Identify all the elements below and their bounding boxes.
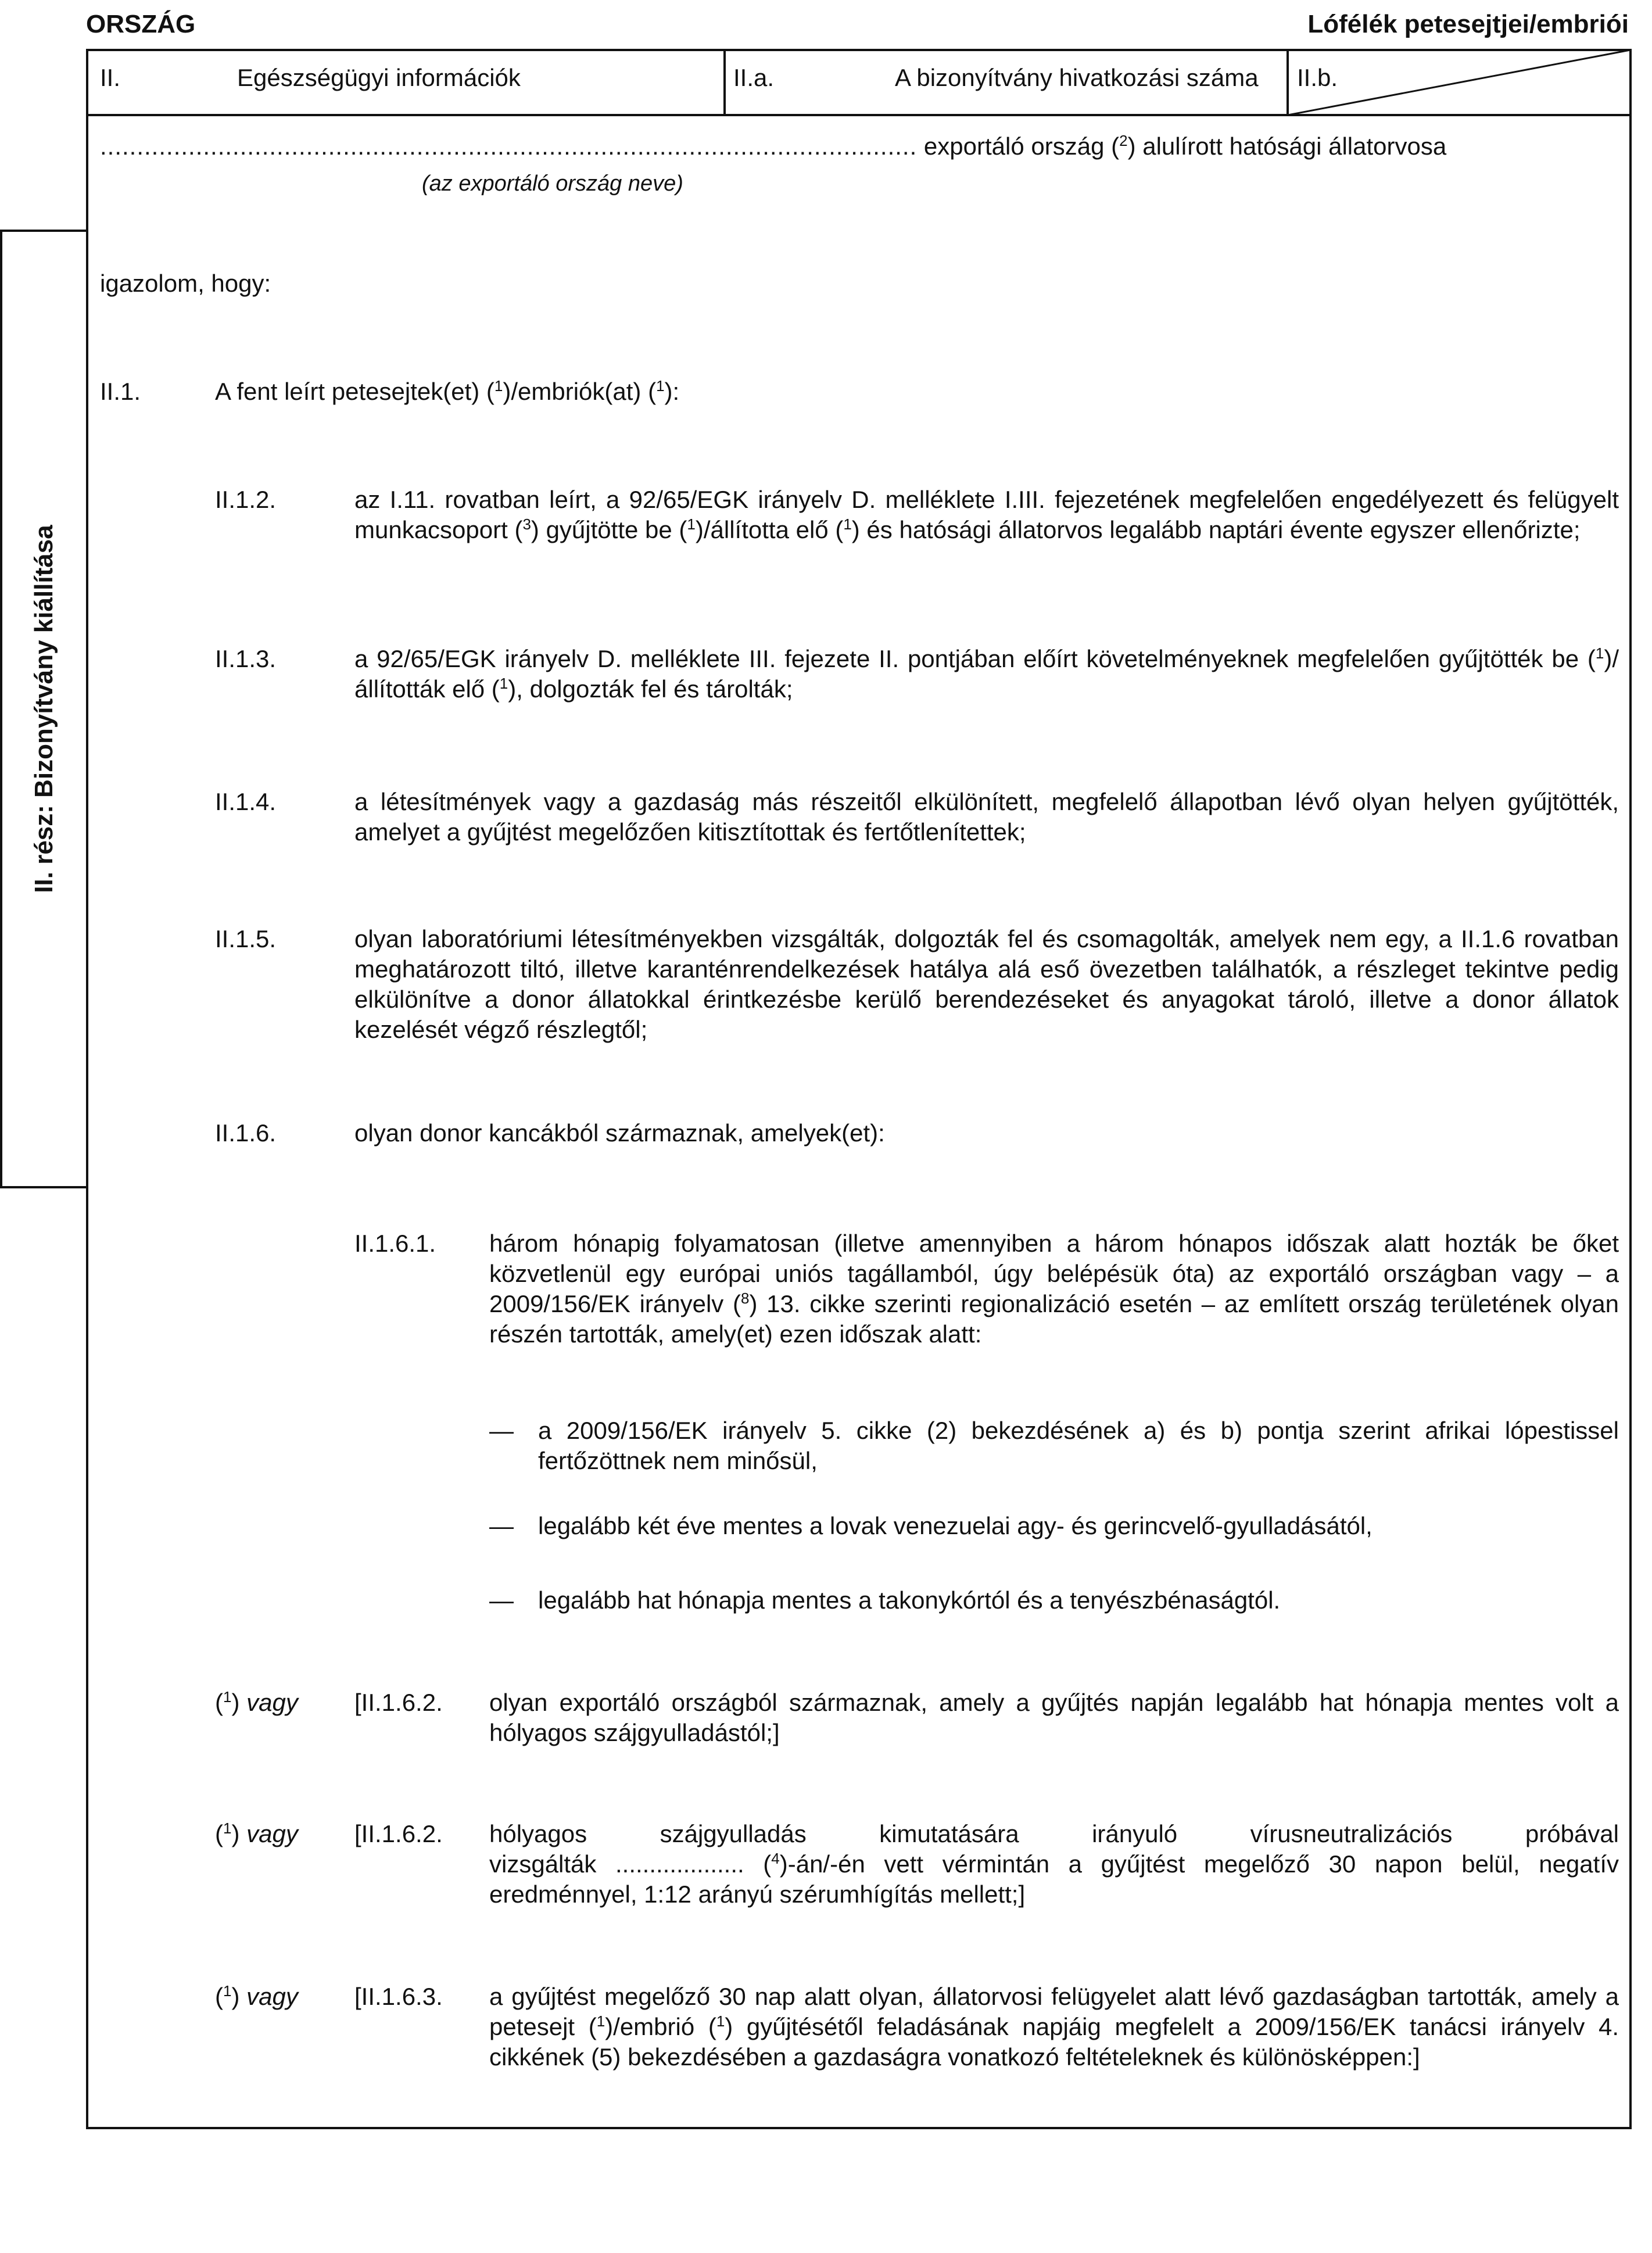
text-part: ) <box>231 1820 247 1847</box>
exporting-country-line <box>100 131 1619 162</box>
empty-cell-diagonal <box>1288 50 1631 115</box>
text-part: az I.11. rovatban leírt, a 92/65/EGK irányelv D. melléklete I.III. fejezetének megfelelően engedélyezett és felügyelt munkacsoport ( <box>354 486 1619 543</box>
footnote: 1 <box>499 675 508 692</box>
or-label: vagy <box>246 1983 298 2010</box>
top-row-separator-1 <box>723 49 726 115</box>
side-label-content: II. rész: Bizonyítvány kiállítása <box>30 525 58 893</box>
section-number: II.1.4. <box>215 788 277 815</box>
section-iib-code: II.b. <box>1297 64 1338 91</box>
section-text <box>354 644 1619 704</box>
section-text <box>489 1228 1619 1349</box>
alternative-prefix <box>215 1688 298 1718</box>
alternative-prefix <box>215 1982 298 2012</box>
intro-footnote: 2 <box>1119 132 1128 149</box>
footnote: 8 <box>741 1290 750 1307</box>
text-part: ) <box>231 1983 247 2010</box>
section-number: [II.1.6.3. <box>354 1983 443 2010</box>
country-header: ORSZÁG <box>86 10 196 38</box>
section-text <box>489 1849 1619 1910</box>
footnote: 1 <box>716 2012 725 2030</box>
section-text: olyan exportáló országból származnak, amely a gyűjtés napján legalább hat hónapja mentes volt a hólyagos szájgyulladástól;] <box>489 1689 1619 1746</box>
certify-text: igazolom, hogy: <box>100 270 271 297</box>
section-text <box>489 1982 1619 2072</box>
exporting-country-caption: (az exportáló ország neve) <box>422 171 683 196</box>
section-text: a létesítmények vagy a gazdaság más részeitől elkülönített, megfelelő állapotban lévő olyan helyen gyűjtötték, amelyet a gyűjtést megelőzően kitisztítottak és fertőtlenítettek; <box>354 788 1619 846</box>
main-frame <box>86 49 1632 2129</box>
health-info-number: II. <box>100 64 121 91</box>
section-text: olyan donor kancákból származnak, amelyek(et): <box>354 1119 885 1147</box>
bullet-dash: — <box>489 1417 514 1444</box>
section-text <box>215 377 679 407</box>
reference-number-label: A bizonyítvány hivatkozási száma <box>895 64 1259 91</box>
text-part: három hónapig folyamatosan (illetve amennyiben a három hónapos időszak alatt hozták be őket közvetlenül egy európai uniós tagállamból, úgy belépésük óta) az exportáló országban vagy – a 2009/156/EK irányelv ( <box>489 1230 1619 1317</box>
section-number: II.1.6.1. <box>354 1230 436 1257</box>
section-number: [II.1.6.2. <box>354 1820 443 1847</box>
footnote: 1 <box>223 1819 232 1837</box>
text-part: ), dolgozták fel és tárolták; <box>508 675 793 703</box>
text-part: vizsgálták ................... ( <box>489 1850 772 1878</box>
footnote: 4 <box>771 1850 780 1867</box>
exporting-country-blank: ............................................................................................................... <box>100 132 918 160</box>
intro-text-1: exportáló ország ( <box>917 132 1120 160</box>
footnote: 1 <box>223 1688 232 1706</box>
bullet-text: a 2009/156/EK irányelv 5. cikke (2) bekezdésének a) és b) pontja szerint afrikai lópestissel fertőzöttnek nem minősül, <box>538 1417 1619 1474</box>
alternative-prefix <box>215 1819 298 1849</box>
text-part: ) <box>231 1689 247 1716</box>
text-part: ( <box>215 1689 223 1716</box>
section-number: II.1.5. <box>215 925 277 952</box>
section-number: II.1.6. <box>215 1119 277 1147</box>
footnote: 1 <box>1595 644 1604 662</box>
text-part: ( <box>215 1820 223 1847</box>
section-text <box>354 485 1619 545</box>
footnote: 1 <box>843 515 852 533</box>
section-number: II.1.3. <box>215 645 277 672</box>
health-info-label: Egészségügyi információk <box>237 64 521 91</box>
footnote: 1 <box>494 377 503 395</box>
text-part: )/állította elő ( <box>695 516 844 543</box>
text-part: )/állították elő ( <box>354 645 1619 703</box>
section-number: II.1.2. <box>215 486 277 513</box>
footnote: 1 <box>223 1982 232 2000</box>
text-part: ) gyűjtésétől feladásának napjáig megfelelt a 2009/156/EK tanácsi irányelv 4. cikkének (5) bekezdésében a gazdaságra vonatkozó feltételeknek és különösképpen:] <box>489 2013 1619 2071</box>
section-text: olyan laboratóriumi létesítményekben vizsgálták, dolgozták fel és csomagolták, amelyek nem egy, a II.1.6 rovatban meghatározott tiltó, illetve karanténrendelkezések hatálya alá eső övezetben találhatók, a részleget tekintve pedig elkülönítve a donor állatokkal érintkezésbe kerülő berendezéseket és anyagokat tároló, illetve a donor állatok kezelését végző részlegtől; <box>354 925 1619 1043</box>
bullet-dash: — <box>489 1512 514 1539</box>
text-part: ) gyűjtötte be ( <box>531 516 687 543</box>
bullet-text: legalább két éve mentes a lovak venezuelai agy- és gerincvelő-gyulladásától, <box>538 1512 1373 1539</box>
text-part: a gyűjtést megelőző 30 nap alatt olyan, állatorvosi felügyelet alatt lévő gazdaságban tartották, amely a petesejt ( <box>489 1983 1619 2040</box>
footnote: 3 <box>522 515 531 533</box>
text-part: ( <box>215 1983 223 2010</box>
section-number: [II.1.6.2. <box>354 1689 443 1716</box>
text-part: ) 13. cikke szerinti regionalizáció esetén – az említett ország területének olyan részén tartották, amely(et) ezen időszak alatt: <box>489 1290 1619 1348</box>
or-label: vagy <box>246 1689 298 1716</box>
bullet-dash: — <box>489 1586 514 1614</box>
footnote: 1 <box>687 515 696 533</box>
text-part: )-án/-én vett vérmintán a gyűjtést megelőző 30 napon belül, negatív eredménnyel, 1:12 arányú szérumhígítás mellett;] <box>489 1850 1619 1908</box>
section-text-line: hólyagos szájgyulladás kimutatására irányuló vírusneutralizációs próbával <box>489 1820 1619 1847</box>
section-number: II.1. <box>100 378 141 405</box>
text-part: )/embriók(at) ( <box>503 378 657 405</box>
bullet-text: legalább hat hónapja mentes a takonykórtól és a tenyészbénaságtól. <box>538 1586 1281 1614</box>
text-part: )/embrió ( <box>605 2013 716 2040</box>
side-label-text <box>0 230 88 1188</box>
document-title: Lófélék petesejtjei/embriói <box>1307 10 1629 38</box>
text-part: A fent leírt petesejtek(et) ( <box>215 378 494 405</box>
footnote: 1 <box>596 2012 605 2030</box>
text-part: ) és hatósági állatorvos legalább naptári évente egyszer ellenőrizte; <box>851 516 1581 543</box>
or-label: vagy <box>246 1820 298 1847</box>
footnote: 1 <box>656 377 665 395</box>
text-part: a 92/65/EGK irányelv D. melléklete III. fejezete II. pontjában előírt követelményeknek megfelelően gyűjtötték be ( <box>354 645 1596 672</box>
reference-number-code: II.a. <box>733 64 775 91</box>
text-part: ): <box>664 378 680 405</box>
intro-text-2: ) alulírott hatósági állatorvosa <box>1127 132 1447 160</box>
